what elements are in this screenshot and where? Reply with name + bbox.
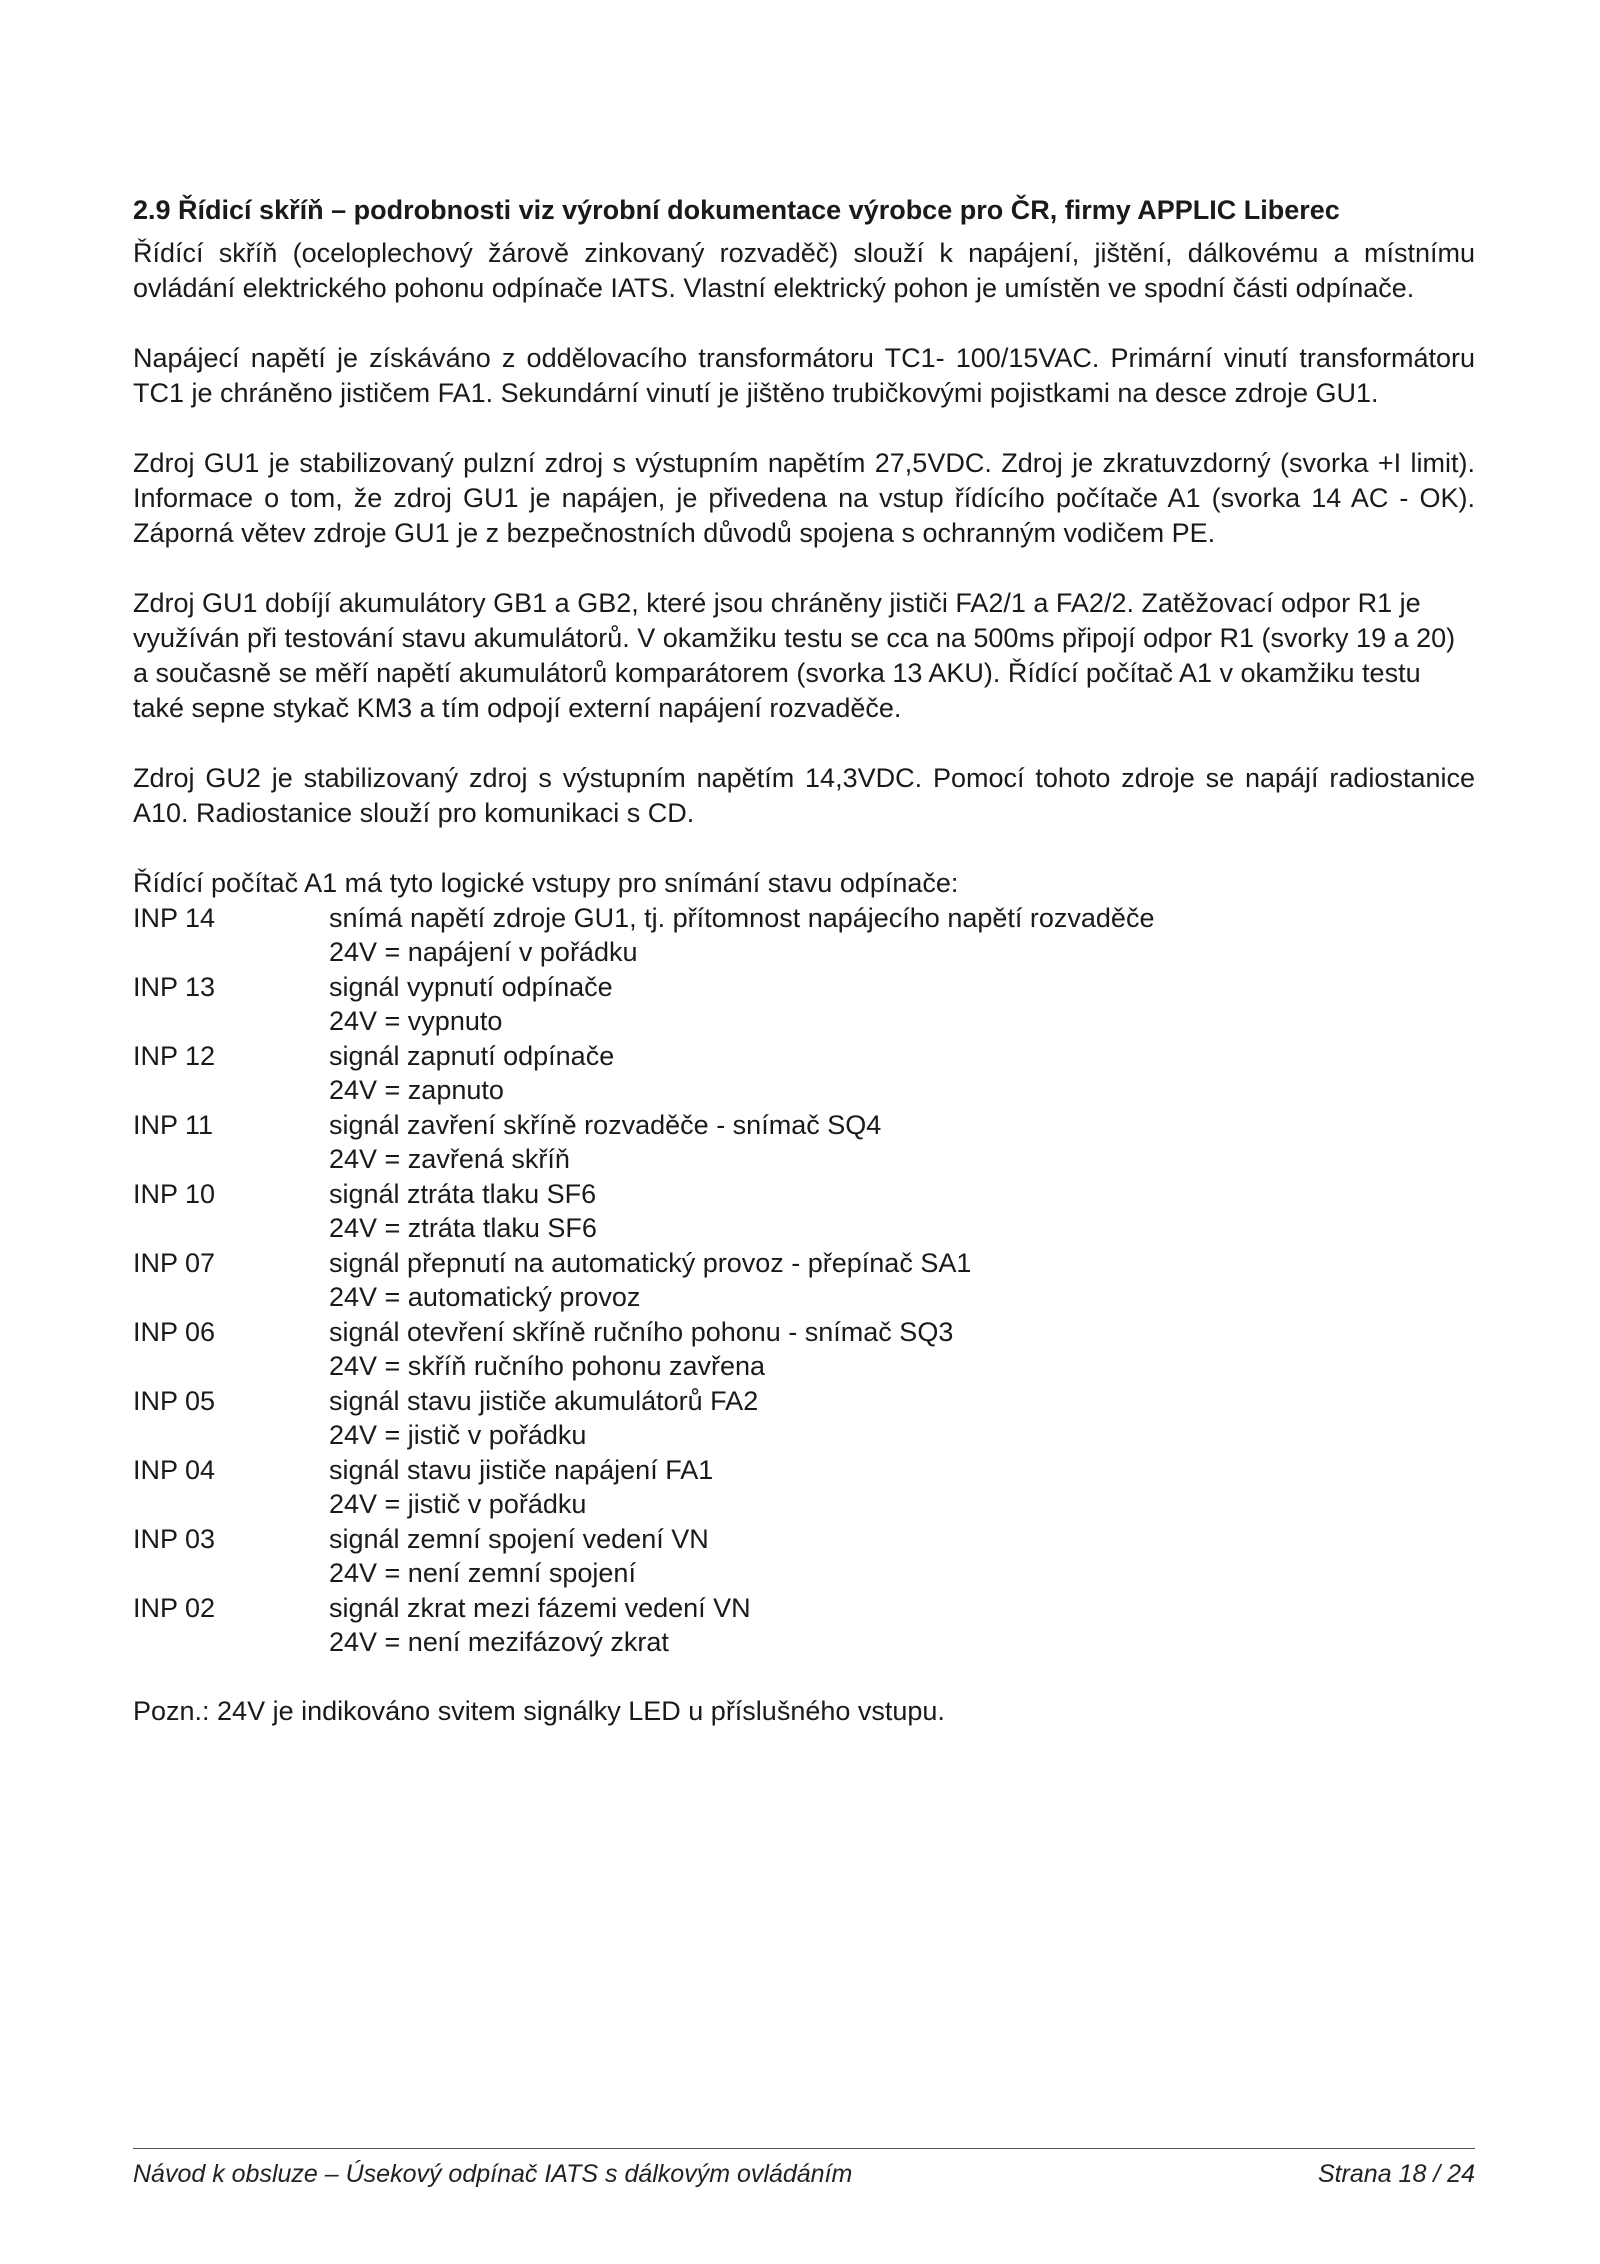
- footer-document-title: Návod k obsluze – Úsekový odpínač IATS s dálkovým ovládáním: [133, 2160, 853, 2188]
- input-value: 24V = automatický provoz: [329, 1282, 641, 1312]
- input-row-inp11: [133, 1108, 1475, 1177]
- input-description: [329, 1384, 1475, 1453]
- input-row-inp06: [133, 1315, 1475, 1384]
- input-value: 24V = jistič v pořádku: [329, 1420, 587, 1450]
- input-row-inp04: [133, 1453, 1475, 1522]
- input-code: INP 02: [133, 1592, 216, 1623]
- input-code: INP 07: [133, 1247, 216, 1278]
- input-description: [329, 1453, 1475, 1522]
- footer-page-number: Strana 18 / 24: [1317, 2160, 1475, 2188]
- input-value: 24V = napájení v pořádku: [329, 937, 638, 967]
- input-code: INP 11: [133, 1109, 214, 1140]
- input-value: 24V = zavřená skříň: [329, 1144, 570, 1174]
- input-code: INP 06: [133, 1316, 216, 1347]
- input-signal: signál zemní spojení vedení VN: [329, 1523, 709, 1554]
- input-signal: signál zapnutí odpínače: [329, 1040, 615, 1071]
- inputs-intro: Řídící počítač A1 má tyto logické vstupy pro snímání stavu odpínače:: [133, 868, 959, 898]
- input-description: [329, 1246, 1475, 1315]
- paragraph-supply-voltage: Napájecí napětí je získáváno z oddělovacího transformátoru TC1- 100/15VAC. Primární vinutí transformátoru TC1 je chráněno jističem FA1. Sekundární vinutí je jištěno trubičkovými pojistkami na desce zdroje GU1.: [133, 343, 1475, 408]
- input-signal: signál přepnutí na automatický provoz - přepínač SA1: [329, 1247, 972, 1278]
- input-description: [329, 1039, 1475, 1108]
- input-code: INP 04: [133, 1454, 216, 1485]
- input-signal: signál stavu jističe napájení FA1: [329, 1454, 714, 1485]
- input-value: 24V = není zemní spojení: [329, 1558, 636, 1588]
- input-description: [329, 1315, 1475, 1384]
- note: Pozn.: 24V je indikováno svitem signálky LED u příslušného vstupu.: [133, 1695, 945, 1726]
- input-description: [329, 970, 1475, 1039]
- input-value: 24V = skříň ručního pohonu zavřena: [329, 1351, 766, 1381]
- input-value: 24V = jistič v pořádku: [329, 1489, 587, 1519]
- input-row-inp13: [133, 970, 1475, 1039]
- input-row-inp05: [133, 1384, 1475, 1453]
- input-value: 24V = není mezifázový zkrat: [329, 1627, 669, 1657]
- input-description: [329, 1108, 1475, 1177]
- input-signal: signál stavu jističe akumulátorů FA2: [329, 1385, 759, 1416]
- input-signal: signál zavření skříně rozvaděče - snímač SQ4: [329, 1109, 882, 1140]
- input-row-inp12: [133, 1039, 1475, 1108]
- input-code: INP 03: [133, 1523, 216, 1554]
- inputs-list: [133, 901, 1475, 1660]
- input-row-inp10: [133, 1177, 1475, 1246]
- input-value: 24V = vypnuto: [329, 1006, 503, 1036]
- input-signal: signál vypnutí odpínače: [329, 971, 613, 1002]
- section-heading: 2.9 Řídicí skříň – podrobnosti viz výrobní dokumentace výrobce pro ČR, firmy APPLIC Liberec: [133, 195, 1340, 225]
- input-row-inp14: [133, 901, 1475, 970]
- input-code: INP 12: [133, 1040, 216, 1071]
- input-code: INP 05: [133, 1385, 216, 1416]
- input-row-inp03: [133, 1522, 1475, 1591]
- paragraph-control-cabinet: Řídící skříň (oceloplechový žárově zinkovaný rozvaděč) slouží k napájení, jištění, dálkovému a místnímu ovládání elektrického pohonu odpínače IATS. Vlastní elektrický pohon je umístěn ve spodní části odpínače.: [133, 238, 1475, 303]
- input-description: [329, 1591, 1475, 1660]
- input-row-inp07: [133, 1246, 1475, 1315]
- input-value: 24V = zapnuto: [329, 1075, 504, 1105]
- input-signal: signál ztráta tlaku SF6: [329, 1178, 597, 1209]
- paragraph-gu1-source: Zdroj GU1 je stabilizovaný pulzní zdroj s výstupním napětím 27,5VDC. Zdroj je zkratuvzdorný (svorka +I limit). Informace o tom, že zdroj GU1 je napájen, je přivedena na vstup řídícího počítače A1 (svorka 14 AC - OK). Záporná větev zdroje GU1 je z bezpečnostních důvodů spojena s ochranným vodičem PE.: [133, 448, 1475, 548]
- input-description: [329, 901, 1475, 970]
- paragraph-battery-charging: Zdroj GU1 dobíjí akumulátory GB1 a GB2, které jsou chráněny jističi FA2/1 a FA2/2. Zatěžovací odpor R1 je využíván při testování stavu akumulátorů. V okamžiku testu se cca na 500ms připojí odpor R1 (svorky 19 a 20) a současně se měří napětí akumulátorů komparátorem (svorka 13 AKU). Řídící počítač A1 v okamžiku testu také sepne stykač KM3 a tím odpojí externí napájení rozvaděče.: [133, 588, 1456, 723]
- page-footer: [133, 2148, 1475, 2190]
- input-signal: snímá napětí zdroje GU1, tj. přítomnost napájecího napětí rozvaděče: [329, 902, 1155, 933]
- input-signal: signál zkrat mezi fázemi vedení VN: [329, 1592, 751, 1623]
- input-value: 24V = ztráta tlaku SF6: [329, 1213, 597, 1243]
- input-code: INP 13: [133, 971, 216, 1002]
- input-description: [329, 1177, 1475, 1246]
- input-description: [329, 1522, 1475, 1591]
- document-body: [133, 190, 1475, 1729]
- input-code: INP 10: [133, 1178, 216, 1209]
- input-row-inp02: [133, 1591, 1475, 1660]
- paragraph-gu2-source: Zdroj GU2 je stabilizovaný zdroj s výstupním napětím 14,3VDC. Pomocí tohoto zdroje se napájí radiostanice A10. Radiostanice slouží pro komunikaci s CD.: [133, 763, 1475, 828]
- input-code: INP 14: [133, 902, 216, 933]
- input-signal: signál otevření skříně ručního pohonu - snímač SQ3: [329, 1316, 954, 1347]
